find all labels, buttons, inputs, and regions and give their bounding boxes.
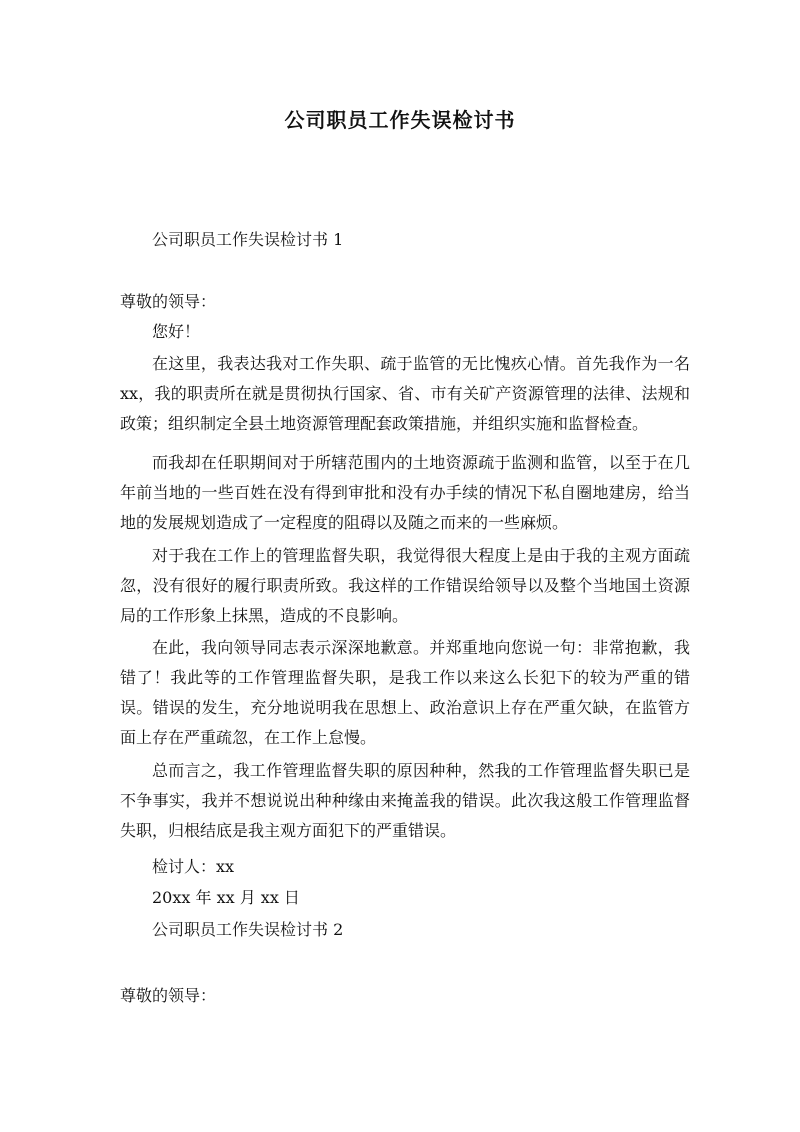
paragraph-1: 在这里，我表达我对工作失职、疏于监管的无比愧疚心情。首先我作为一名xx，我的职责所在就是贯彻执行国家、省、市有关矿产资源管理的法律、法规和政策；组织制定全县土地资源管理配套政策措施，并组织实施和监督检查。 bbox=[120, 354, 690, 433]
section2-heading: 公司职员工作失误检讨书 2 bbox=[152, 920, 344, 939]
paragraph-3: 对于我在工作上的管理监督失职，我觉得很大程度上是由于我的主观方面疏忽，没有很好的履行职责所致。我这样的工作错误给领导以及整个当地国土资源局的工作形象上抹黑，造成的不良影响。 bbox=[120, 546, 690, 625]
paragraph-2: 而我却在任职期间对于所辖范围内的土地资源疏于监测和监管，以至于在几年前当地的一些百姓在没有得到审批和没有办手续的情况下私自圈地建房，给当地的发展规划造成了一定程度的阻碍以及随之而来的一些麻烦。 bbox=[120, 453, 690, 532]
signer: 检讨人：xx bbox=[152, 857, 235, 876]
section2-salutation: 尊敬的领导： bbox=[120, 986, 217, 1005]
section1-greeting: 您好！ bbox=[152, 322, 201, 341]
section1-salutation: 尊敬的领导： bbox=[120, 292, 217, 311]
paragraph-4: 在此，我向领导同志表示深深地歉意。并郑重地向您说一句：非常抱歉，我错了！我此等的工作管理监督失职，是我工作以来这么长犯下的较为严重的错误。错误的发生，充分地说明我在思想上、政治意识上存在严重欠缺，在监管方面上存在严重疏忽，在工作上怠慢。 bbox=[120, 638, 690, 747]
paragraph-5: 总而言之，我工作管理监督失职的原因种种，然我的工作管理监督失职已是不争事实，我并不想说说出种种缘由来掩盖我的错误。此次我这般工作管理监督失职，归根结底是我主观方面犯下的严重错误。 bbox=[120, 761, 690, 840]
document-title: 公司职员工作失误检讨书 bbox=[284, 108, 516, 132]
section1-heading: 公司职员工作失误检讨书 1 bbox=[152, 230, 344, 249]
date: 20xx 年 xx 月 xx 日 bbox=[152, 888, 300, 907]
